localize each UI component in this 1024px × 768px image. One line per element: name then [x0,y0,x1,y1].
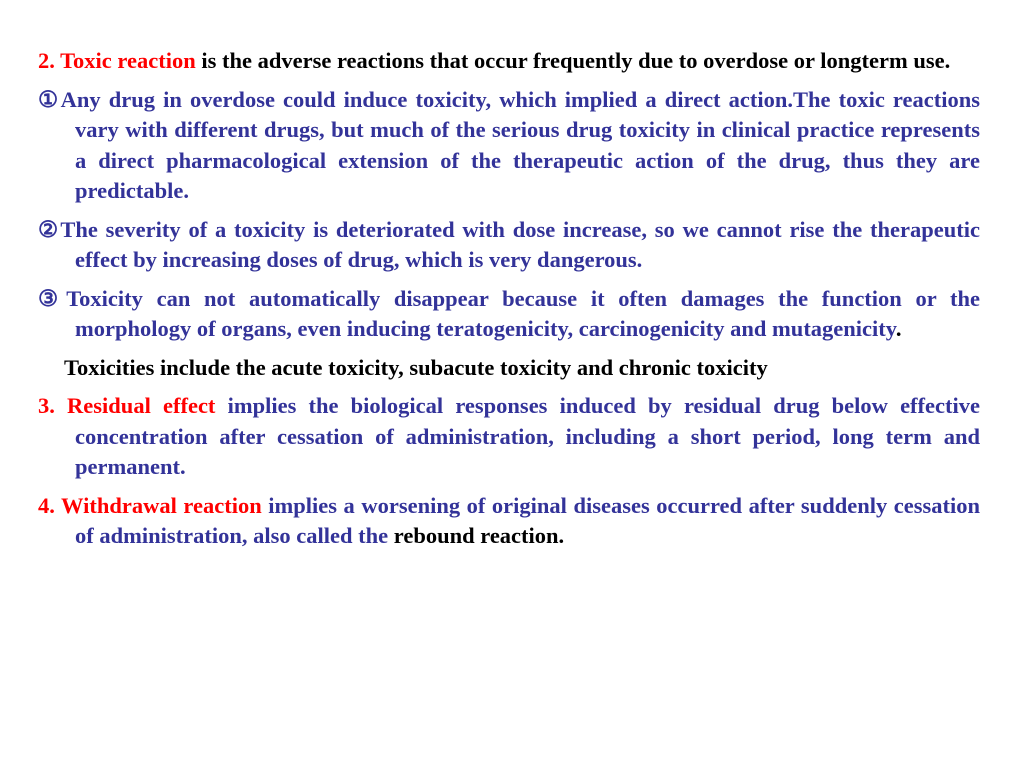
paragraph-withdrawal-reaction [38,491,980,552]
paragraph-toxic-reaction [38,46,980,77]
slide-content [38,46,980,560]
circled-three-marker: ③ [38,285,67,311]
point-3-period: . [895,316,902,341]
term-toxic-reaction: Toxic reaction [60,48,196,73]
circled-one-marker: ① [38,86,61,112]
item-number: 2. [38,48,55,73]
paragraph-toxicity-types [64,353,980,384]
paragraph-point-1 [38,85,980,207]
term-residual-effect: Residual effect [67,393,216,418]
residual-effect-definition: implies the biological responses induced by residual drug below effective concentration after cessation of administration, including a short period, long term and permanent. [75,393,981,479]
term-withdrawal-reaction: Withdrawal reaction [61,492,262,518]
point-3-text: Toxicity can not automatically disappear because it often damages the function or the morphology of organs, even inducing teratogenicity, carcinogenicity and mutagenicity [66,285,981,341]
withdrawal-reaction-definition: implies a worsening of original diseases occurred after suddenly cessation of administration, also called the [75,492,981,548]
item-number: 3. [38,393,55,418]
point-1-text: Any drug in overdose could induce toxicity, which implied a direct action.The toxic reactions vary with different drugs, but much of the serious drug toxicity in clinical practice represents a direct pharmacological extension of the therapeutic action of the drug, thus they are predictable. [60,86,980,203]
term-rebound-reaction: rebound reaction. [393,523,565,548]
toxicity-types-text: Toxicities include the acute toxicity, subacute toxicity and chronic toxicity [64,354,768,380]
point-2-text: The severity of a toxicity is deteriorated with dose increase, so we cannot rise the therapeutic effect by increasing doses of drug, which is very dangerous. [60,216,981,272]
toxic-reaction-definition: is the adverse reactions that occur frequently due to overdose or longterm use. [201,48,951,73]
item-number: 4. [38,492,55,518]
paragraph-residual-effect [38,391,980,483]
circled-two-marker: ② [38,216,61,242]
paragraph-point-2 [38,215,980,276]
paragraph-point-3 [38,284,980,345]
